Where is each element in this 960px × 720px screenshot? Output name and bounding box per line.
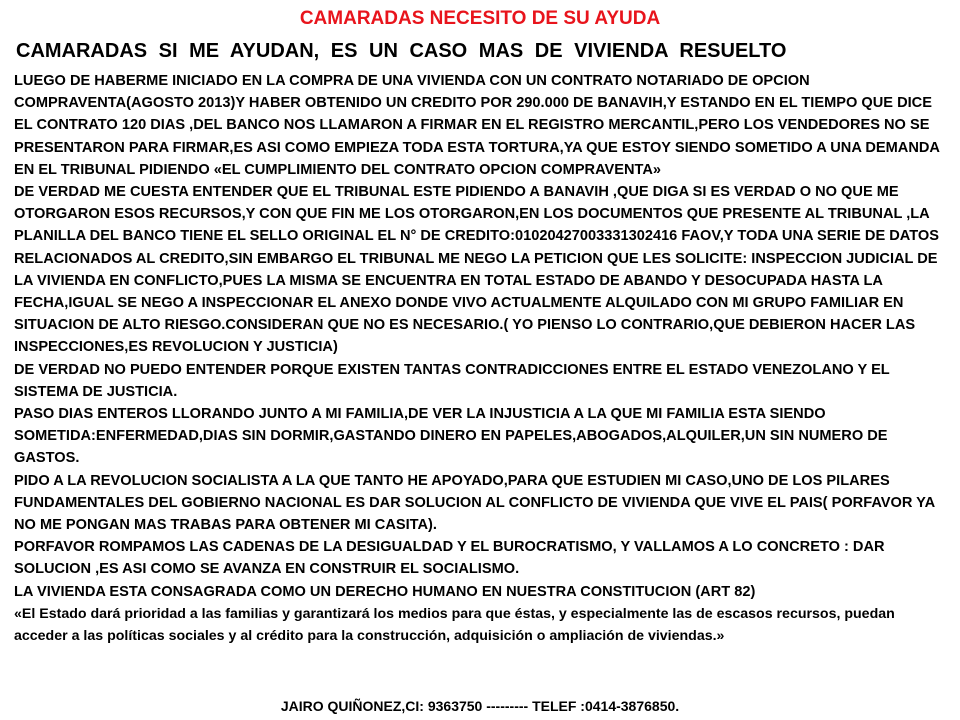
page-title: CAMARADAS NECESITO DE SU AYUDA — [299, 8, 661, 29]
paragraph-break-chains: PORFAVOR ROMPAMOS LAS CADENAS DE LA DESIGUALDAD Y EL BUROCRATISMO, Y VALLAMOS A LO CONCRETO : DAR SOLUCION ,ES ASI COMO SE AVANZA EN CONSTRUIR EL SOCIALISMO. — [14, 539, 885, 578]
letter-body — [14, 70, 952, 647]
paragraph-request-revolution: PIDO A LA REVOLUCION SOCIALISTA A LA QUE TANTO HE APOYADO,PARA QUE ESTUDIEN MI CASO,UNO DE LOS PILARES FUNDAMENTALES DEL GOBIERNO NACIONAL ES DAR SOLUCION AL CONFLICTO DE VIVIENDA QUE VIVE EL PAIS( PORFAVOR YA NO ME PONGAN MAS TRABAS PARA OBTENER MI CASITA). — [14, 472, 935, 534]
paragraph-constitution: LA VIVIENDA ESTA CONSAGRADA COMO UN DERECHO HUMANO EN NUESTRA CONSTITUCION (ART 82) — [14, 583, 756, 600]
paragraph-tribunal-request: DE VERDAD ME CUESTA ENTENDER QUE EL TRIBUNAL ESTE PIDIENDO A BANAVIH ,QUE DIGA SI ES VERDAD O NO QUE ME OTORGARON ESOS RECURSOS,Y CON QUE FIN ME LOS OTORGARON,EN LOS DOCUMENTOS QUE PRESENTE AL TRIBUNAL ,LA PLANILLA DEL BANCO TIENE EL SELLO ORIGINAL EL N° DE CREDITO:01020427003331302416 FAOV,Y TODA UNA SERIE DE DATOS RELACIONADOS AL CREDITO,SIN EMBARGO EL TRIBUNAL ME NEGO LA PETICION QUE LES SOLICITE: INSPECCION JUDICIAL DE LA VIVIENDA EN CONFLICTO,PUES LA MISMA SE ENCUENTRA EN TOTAL ESTADO DE ABANDO Y DESOCUPADA HASTA LA FECHA,IGUAL SE NEGO A INSPECCIONAR EL ANEXO DONDE VIVO ACTUALMENTE ALQUILADO CON MI GRUPO FAMILIAR EN SITUACION DE ALTO RIESGO.CONSIDERAN QUE NO ES NECESARIO.( YO PIENSO LO CONTRARIO,QUE DEBIERON HACER LAS INSPECCIONES,ES REVOLUCION Y JUSTICIA) — [14, 184, 939, 356]
paragraph-purchase-background: LUEGO DE HABERME INICIADO EN LA COMPRA DE UNA VIVIENDA CON UN CONTRATO NOTARIADO DE OPCION COMPRAVENTA(AGOSTO 2013)Y HABER OBTENIDO UN CREDITO POR 290.000 DE BANAVIH,Y ESTANDO EN EL TIEMPO QUE DICE EL CONTRATO 120 DIAS ,DEL BANCO NOS LLAMARON A FIRMAR EN EL REGISTRO MERCANTIL,PERO LOS VENDEDORES NO SE PRESENTARON PARA FIRMAR,ES ASI COMO EMPIEZA TODA ESTA TORTURA,YA QUE ESTOY SIENDO SOMETIDO A UNA DEMANDA EN EL TRIBUNAL PIDIENDO «EL CUMPLIMIENTO DEL CONTRATO OPCION COMPRAVENTA» — [14, 73, 940, 178]
signature-contact: JAIRO QUIÑONEZ,CI: 9363750 --------- TELEF :0414-3876850. — [280, 698, 680, 714]
paragraph-family-hardship: PASO DIAS ENTEROS LLORANDO JUNTO A MI FAMILIA,DE VER LA INJUSTICIA A LA QUE MI FAMILIA ESTA SIENDO SOMETIDA:ENFERMEDAD,DIAS SIN DORMIR,GASTANDO DINERO EN PAPELES,ABOGADOS,ALQUILER,UN SIN NUMERO DE GASTOS. — [14, 406, 888, 467]
paragraph-contradictions: DE VERDAD NO PUEDO ENTENDER PORQUE EXISTEN TANTAS CONTRADICCIONES ENTRE EL ESTADO VENEZOLANO Y EL SISTEMA DE JUSTICIA. — [14, 361, 890, 400]
paragraph-constitution-quote: «El Estado dará prioridad a las familias y garantizará los medios para que éstas, y especialmente las de escasos recursos, puedan acceder a las políticas sociales y al crédito para la construcción, adquisición o ampliación de viviendas.» — [14, 605, 895, 645]
subtitle: CAMARADAS SI ME AYUDAN, ES UN CASO MAS DE VIVIENDA RESUELTO — [16, 40, 787, 62]
